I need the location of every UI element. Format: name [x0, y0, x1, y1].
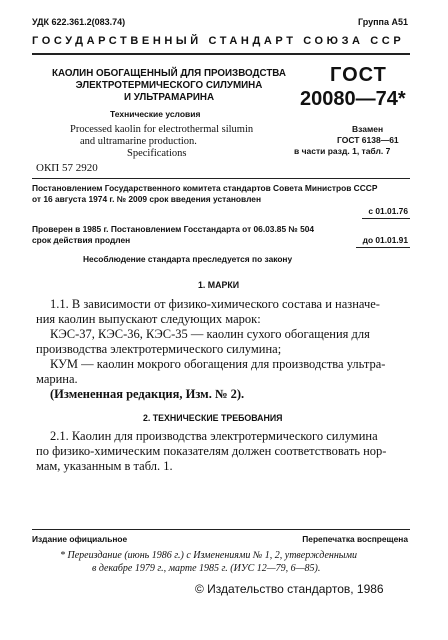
state-standard-banner: ГОСУДАРСТВЕННЫЙ СТАНДАРТ СОЮЗА ССР	[32, 35, 405, 47]
s2-line-3: мам, указанным в табл. 1.	[36, 459, 173, 473]
s2-line-2: по физико-химическим показателям должен соответствовать нор-	[36, 444, 387, 458]
law-warning: Несоблюдение стандарта преследуется по закону	[83, 254, 293, 264]
s1-line-3: КЭС-37, КЭС-36, КЭС-35 — каолин сухого обогащения для	[50, 327, 370, 341]
from-date-rule	[362, 218, 410, 219]
title-ru-line-2: ЭЛЕКТРОТЕРМИЧЕСКОГО СИЛУМИНА	[75, 80, 263, 91]
reissue-line-1: * Переиздание (июнь 1986 г.) с Изменениями № 1, 2, утвержденными	[60, 550, 357, 561]
s1-line-2: ния каолин выпускают следующих марок:	[36, 312, 261, 326]
checked-text	[32, 224, 314, 246]
section-1-body	[36, 297, 385, 402]
replaces-part: в части разд. 1, табл. 7	[294, 146, 391, 156]
valid-until-date: до 01.01.91	[362, 235, 408, 245]
reissue-note	[60, 550, 357, 575]
checked-line-1: Проверен в 1985 г. Постановлением Госстандарта от 06.03.85 № 504	[32, 224, 315, 234]
reprint-prohibited: Перепечатка воспрещена	[302, 534, 408, 544]
title-rule	[32, 178, 410, 179]
s1-line-1: 1.1. В зависимости от физико-химического состава и назначе-	[50, 297, 380, 311]
s1-line-4: производства электротермического силумина;	[36, 342, 282, 356]
replaces-gost: ГОСТ 6138—61	[337, 135, 399, 145]
checked-line-2: срок действия продлен	[32, 235, 131, 245]
section-2-body	[36, 429, 386, 474]
footer-rule	[32, 529, 410, 530]
replaces-label: Взамен	[352, 124, 384, 134]
decree-line-2: от 16 августа 1974 г. № 2009 срок введения установлен	[32, 194, 261, 204]
title-en-line-3: Specifications	[127, 148, 187, 159]
okp-code: ОКП 57 2920	[36, 162, 98, 174]
udk-code: УДК 622.361.2(083.74)	[32, 17, 126, 27]
title-en	[70, 124, 253, 160]
official-edition: Издание официальное	[32, 534, 128, 544]
section-2-heading: 2. ТЕХНИЧЕСКИЕ ТРЕБОВАНИЯ	[143, 413, 283, 423]
title-en-line-2: and ultramarine production.	[80, 136, 197, 147]
until-date-rule	[356, 247, 410, 248]
group-code: Группа А51	[357, 17, 408, 27]
s1-line-6: марина.	[36, 372, 78, 386]
decree-text	[32, 183, 377, 205]
title-ru-line-3: И УЛЬТРАМАРИНА	[123, 92, 215, 103]
s1-edition-note: (Измененная редакция, Изм. № 2).	[50, 387, 245, 401]
copyright: © Издательство стандартов, 1986	[195, 582, 384, 596]
title-en-line-1: Processed kaolin for electrothermal silumin	[70, 124, 254, 135]
reissue-line-2: в декабре 1979 г., марте 1985 г. (ИУС 12—79, 6—85).	[92, 562, 321, 574]
tech-conditions-label: Технические условия	[110, 109, 201, 119]
gost-number: 20080—74*	[300, 88, 406, 110]
s1-line-5: КУМ — каолин мокрого обогащения для производства ультра-	[50, 357, 386, 371]
title-ru	[52, 68, 286, 104]
header-rule	[32, 53, 410, 55]
section-1-heading: 1. МАРКИ	[198, 280, 240, 290]
decree-line-1: Постановлением Государственного комитета стандартов Совета Министров СССР	[32, 183, 378, 193]
s2-line-1: 2.1. Каолин для производства электротермического силумина	[50, 429, 378, 443]
effective-from-date: с 01.01.76	[368, 206, 408, 216]
title-ru-line-1: КАОЛИН ОБОГАЩЕННЫЙ ДЛЯ ПРОИЗВОДСТВА	[52, 68, 286, 79]
gost-label: ГОСТ	[330, 64, 387, 86]
